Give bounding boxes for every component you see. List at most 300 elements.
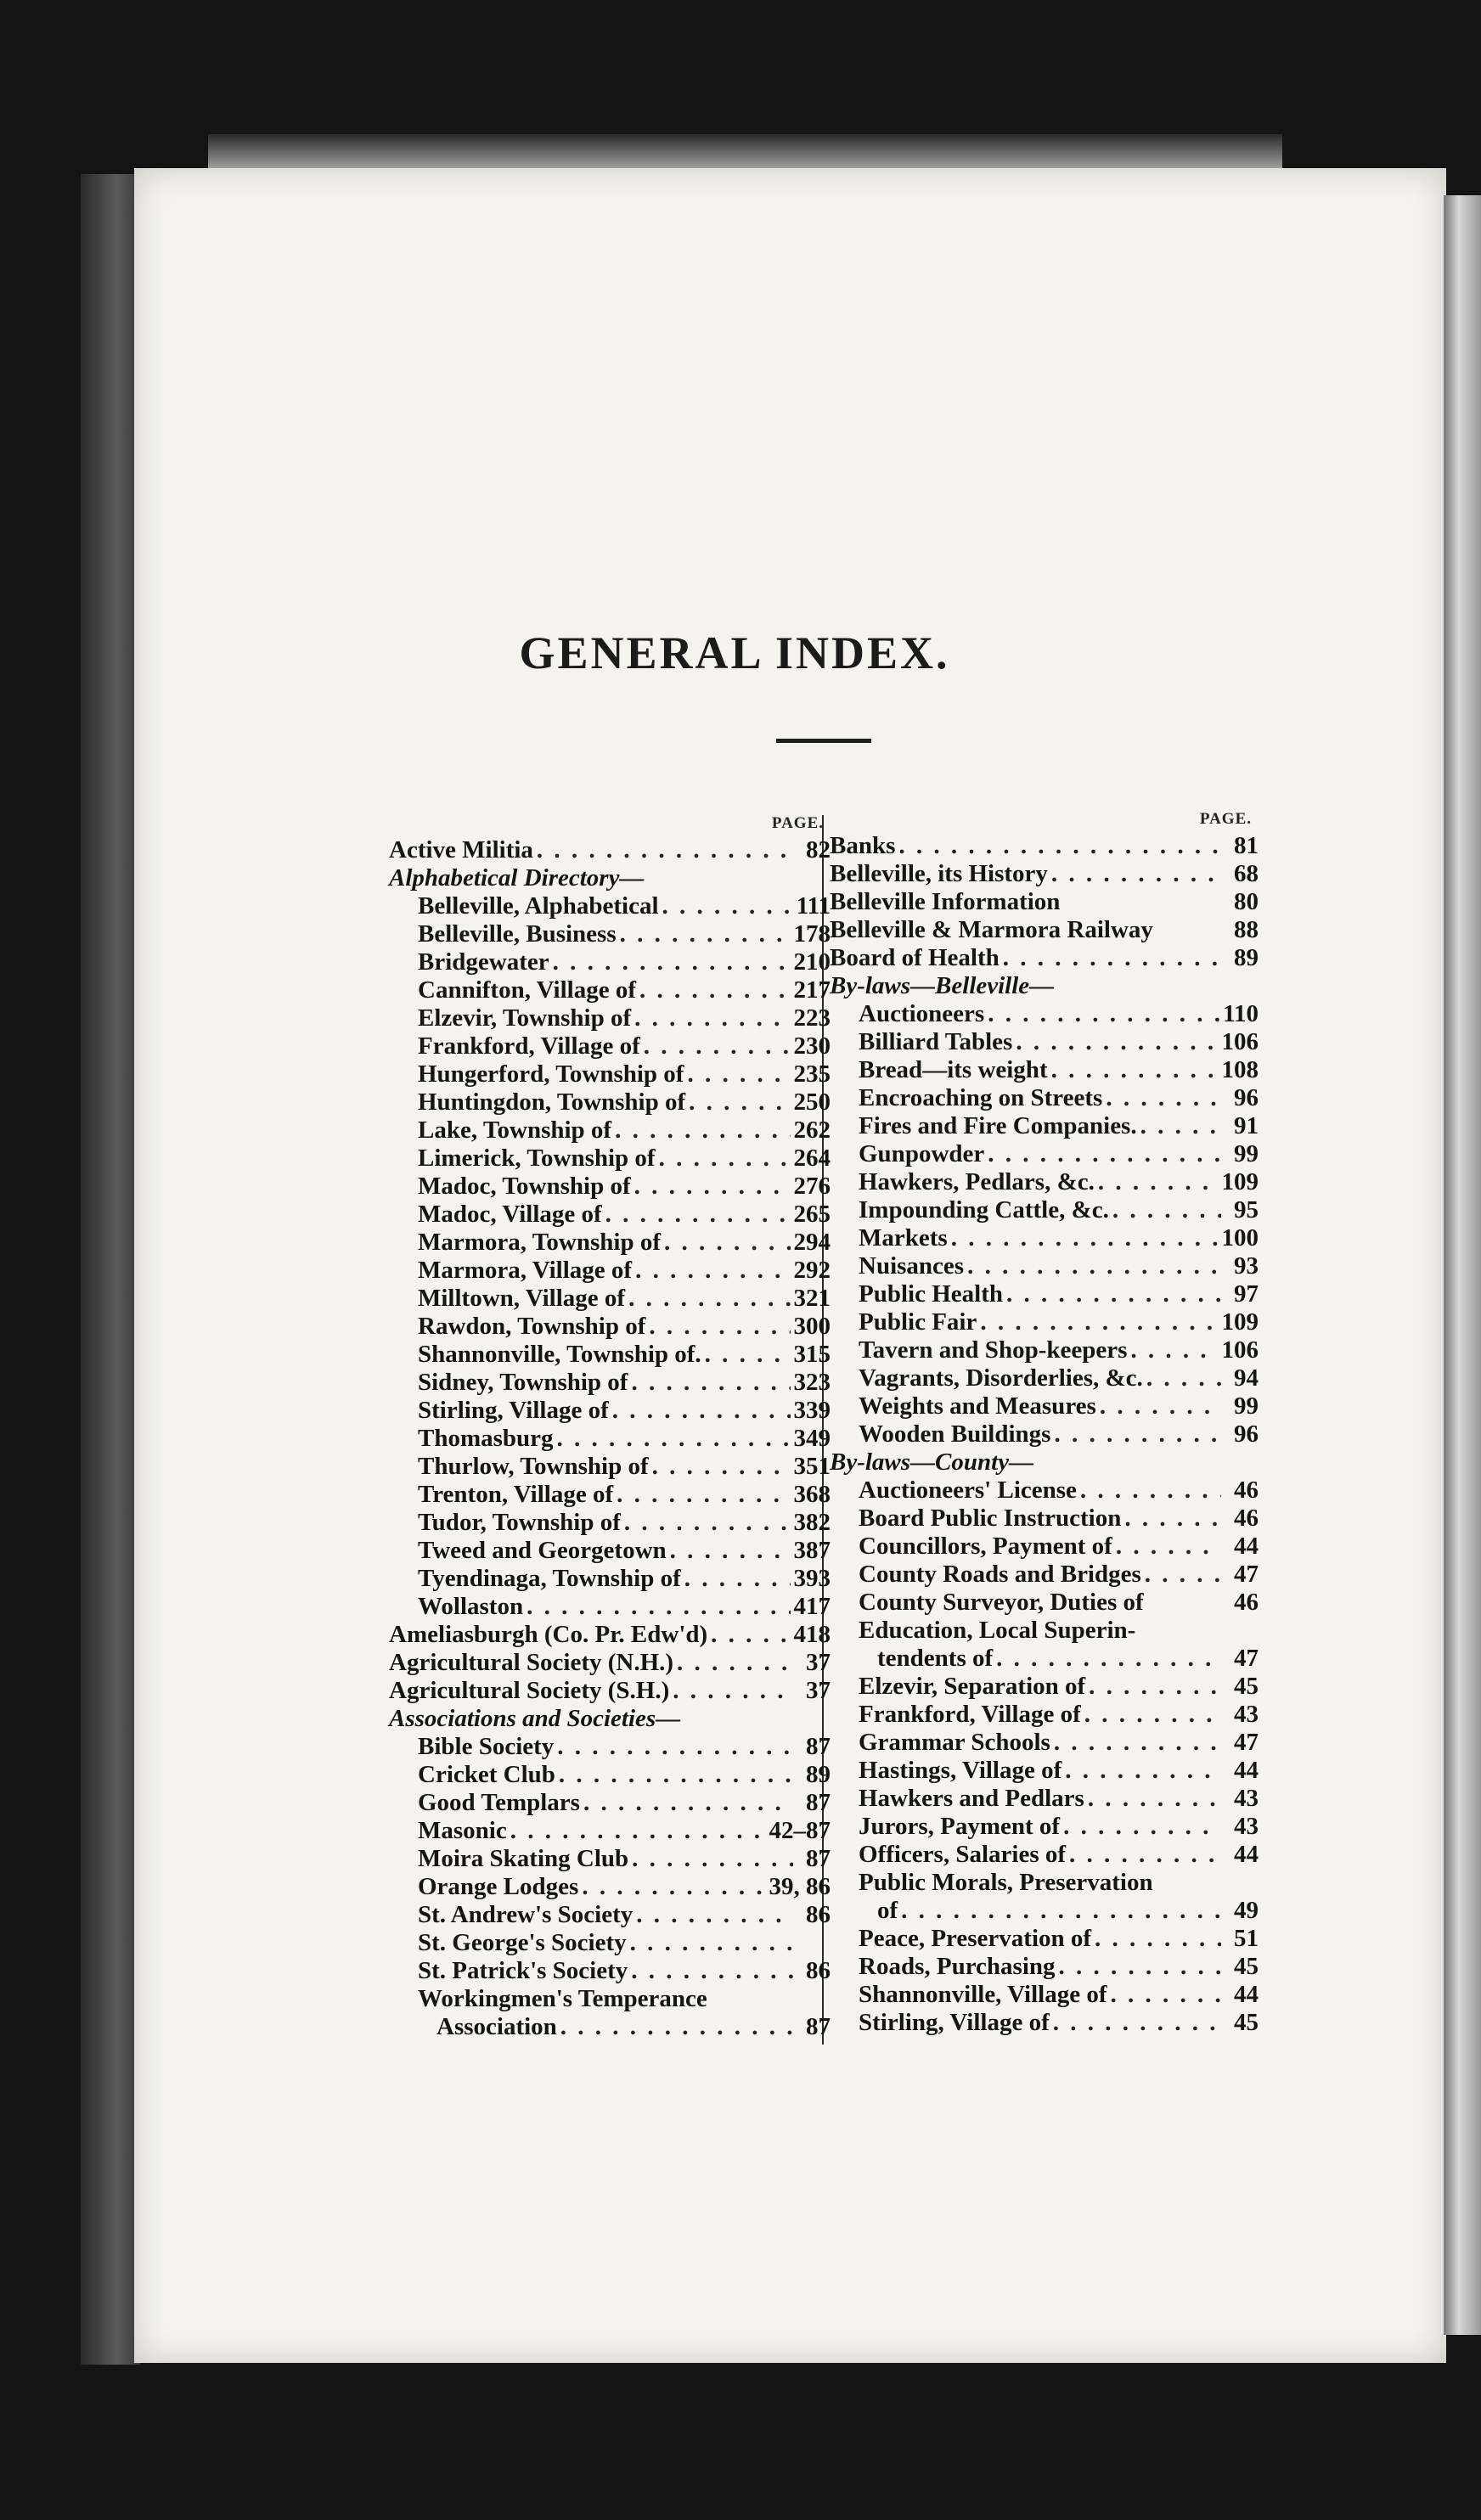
dot-leader xyxy=(605,1201,791,1229)
index-entry-page: 235 xyxy=(793,1060,831,1088)
index-entry xyxy=(389,1817,831,1845)
index-entry-label: Hungerford, Township of xyxy=(418,1060,684,1088)
index-entry xyxy=(830,1561,1259,1589)
dot-leader xyxy=(901,1897,1221,1925)
index-entry xyxy=(389,1957,831,1985)
index-entry-page: 51 xyxy=(1234,1925,1259,1952)
dot-leader xyxy=(583,1789,793,1817)
index-entry xyxy=(830,1308,1259,1336)
index-entry-label: St. Andrew's Society xyxy=(418,1901,634,1928)
dot-leader xyxy=(711,1621,790,1649)
dot-leader xyxy=(1100,1392,1221,1420)
index-entry-label: Workingmen's Temperance xyxy=(418,1985,707,2012)
index-entry-page: 45 xyxy=(1234,1953,1259,1980)
index-entry xyxy=(389,1677,831,1705)
dot-leader xyxy=(634,1004,790,1032)
index-entry xyxy=(830,1673,1259,1701)
index-entry-label: Sidney, Township of xyxy=(418,1369,628,1396)
index-entry xyxy=(830,1280,1259,1308)
index-entry-label: Wooden Buildings xyxy=(859,1420,1051,1448)
index-entry xyxy=(389,1761,831,1789)
index-entry-label: Tyendinaga, Township of xyxy=(418,1565,681,1592)
index-entry-page: 44 xyxy=(1234,1757,1259,1784)
index-entry-page: 109 xyxy=(1221,1168,1259,1195)
index-entry-label: County Surveyor, Duties of xyxy=(859,1589,1144,1616)
dot-leader xyxy=(1124,1505,1221,1533)
dot-leader xyxy=(1054,1420,1221,1448)
dot-leader xyxy=(673,1677,793,1705)
index-entry xyxy=(830,1645,1259,1673)
index-entry xyxy=(389,1453,831,1481)
dot-leader xyxy=(527,1593,790,1621)
index-column-right xyxy=(830,807,1259,2037)
index-entry-page: 43 xyxy=(1234,1701,1259,1728)
index-entry-label: Peace, Preservation of xyxy=(859,1925,1092,1952)
index-entry xyxy=(389,920,831,948)
index-entry-page: 88 xyxy=(1234,916,1259,943)
index-entry-page: 417 xyxy=(793,1593,831,1620)
index-entry-label: tendents of xyxy=(877,1645,994,1672)
index-entry-page: 294 xyxy=(793,1229,831,1256)
index-entry-page: 323 xyxy=(793,1369,831,1396)
index-entry xyxy=(830,944,1259,972)
index-entry-label: Wollaston xyxy=(418,1593,524,1620)
index-entry-label: Madoc, Village of xyxy=(418,1201,602,1228)
dot-leader xyxy=(1106,1084,1221,1112)
index-entry-page: 89 xyxy=(806,1761,831,1788)
dot-leader xyxy=(1016,1028,1218,1056)
index-entry-label: Active Militia xyxy=(389,836,533,863)
index-entry-label: Public Fair xyxy=(859,1308,977,1336)
index-entry xyxy=(389,1733,831,1761)
index-entry xyxy=(389,864,831,892)
page-column-header-right: PAGE. xyxy=(1199,810,1252,828)
dot-leader xyxy=(684,1565,791,1593)
index-entry xyxy=(830,860,1259,888)
index-entry-page: 349 xyxy=(793,1425,831,1452)
index-entry xyxy=(830,1000,1259,1028)
dot-leader xyxy=(1146,1364,1221,1392)
dot-leader xyxy=(553,948,791,976)
index-entry-page: 321 xyxy=(793,1285,831,1312)
index-entry-label: Jurors, Payment of xyxy=(859,1813,1061,1840)
index-entry xyxy=(389,1845,831,1873)
dot-leader xyxy=(632,1845,793,1873)
dot-leader xyxy=(1110,1981,1221,2009)
dot-leader xyxy=(557,1425,791,1453)
index-entry-page: 46 xyxy=(1234,1589,1259,1616)
index-entry-page: 44 xyxy=(1234,1841,1259,1868)
index-entry xyxy=(389,892,831,920)
dot-leader xyxy=(628,1285,790,1313)
film-edge-right xyxy=(1444,195,1481,2335)
index-entry-label: By-laws—County— xyxy=(830,1448,1034,1476)
index-entry-label: Bridgewater xyxy=(418,948,549,976)
index-entry xyxy=(830,1589,1259,1617)
index-entry-label: Weights and Measures xyxy=(859,1392,1096,1420)
dot-leader xyxy=(639,976,791,1004)
index-entry-page: 47 xyxy=(1234,1729,1259,1756)
index-entry-page: 95 xyxy=(1234,1196,1259,1223)
index-entry xyxy=(830,1617,1259,1645)
dot-leader xyxy=(988,1000,1219,1028)
index-entry-page: 265 xyxy=(793,1201,831,1228)
index-entry-page: 292 xyxy=(793,1257,831,1284)
index-entry xyxy=(830,1841,1259,1869)
index-entry-page: 96 xyxy=(1234,1420,1259,1448)
dot-leader xyxy=(988,1140,1221,1168)
dot-leader xyxy=(615,1117,790,1145)
index-entry-page: 80 xyxy=(1234,888,1259,915)
index-entry xyxy=(830,1224,1259,1252)
index-entry-label: Trenton, Village of xyxy=(418,1481,614,1508)
dot-leader xyxy=(612,1397,791,1425)
index-entry xyxy=(830,1785,1259,1813)
index-entry xyxy=(830,1533,1259,1561)
index-entry xyxy=(389,1229,831,1257)
dot-leader xyxy=(1051,860,1221,888)
dot-leader xyxy=(1145,1561,1221,1589)
index-entry-label: Public Health xyxy=(859,1280,1003,1308)
index-entry-page: 108 xyxy=(1221,1056,1259,1083)
index-entry-label: Alphabetical Directory— xyxy=(389,864,645,892)
page-title: GENERAL INDEX. xyxy=(519,627,950,678)
index-entry-label: Associations and Societies— xyxy=(389,1705,681,1732)
index-entry-page: 262 xyxy=(793,1117,831,1144)
index-entry-page: 47 xyxy=(1234,1561,1259,1588)
index-entry-label: Tudor, Township of xyxy=(418,1509,621,1536)
index-entry xyxy=(389,976,831,1004)
index-entry-label: Grammar Schools xyxy=(859,1729,1050,1756)
dot-leader xyxy=(1006,1280,1221,1308)
index-entry xyxy=(389,1369,831,1397)
dot-leader xyxy=(649,1313,790,1341)
index-entry-label: Lake, Township of xyxy=(418,1117,612,1144)
index-entry xyxy=(389,2013,831,2041)
index-entry-page: 223 xyxy=(793,1004,831,1032)
index-entry-label: Tweed and Georgetown xyxy=(418,1537,667,1564)
index-entry xyxy=(830,1364,1259,1392)
index-entry-page: 39, 86 xyxy=(769,1873,831,1900)
dot-leader xyxy=(677,1649,793,1677)
dot-leader xyxy=(1059,1953,1221,1981)
dot-leader xyxy=(1116,1533,1221,1561)
dot-leader xyxy=(635,1257,790,1285)
index-entry-page: 230 xyxy=(793,1032,831,1060)
index-entry xyxy=(389,1145,831,1173)
index-entry xyxy=(389,1873,831,1901)
index-entry-label: Cannifton, Village of xyxy=(418,976,636,1004)
index-entry-label: Milltown, Village of xyxy=(418,1285,626,1312)
index-entry xyxy=(389,1060,831,1088)
index-entry-label: Orange Lodges xyxy=(418,1873,579,1900)
index-entry-page: 351 xyxy=(793,1453,831,1480)
index-entry xyxy=(389,1201,831,1229)
index-entry-page: 89 xyxy=(1234,944,1259,971)
index-entry-label: Banks xyxy=(830,832,896,859)
index-entry-page: 250 xyxy=(793,1088,831,1116)
index-entry xyxy=(830,1140,1259,1168)
dot-leader xyxy=(1080,1477,1221,1505)
index-entry xyxy=(830,916,1259,944)
index-entry-label: Madoc, Township of xyxy=(418,1173,631,1200)
index-entry-page: 210 xyxy=(793,948,831,976)
index-entry xyxy=(389,1509,831,1537)
dot-leader xyxy=(631,1369,790,1397)
index-entry-label: Marmora, Township of xyxy=(418,1229,662,1256)
index-entry xyxy=(389,1929,831,1957)
dot-leader xyxy=(510,1817,766,1845)
index-entry-label: Board Public Instruction xyxy=(859,1505,1122,1532)
dot-leader xyxy=(537,836,793,864)
dot-leader xyxy=(1053,2009,1221,2037)
index-entry-page: 106 xyxy=(1221,1336,1259,1364)
index-entry-label: Vagrants, Disorderlies, &c. xyxy=(859,1364,1143,1392)
index-entry-label: Bread—its weight xyxy=(859,1056,1048,1083)
film-edge-left xyxy=(81,174,140,2365)
index-entry-label: County Roads and Bridges xyxy=(859,1561,1141,1588)
index-entry-label: Hawkers, Pedlars, &c. xyxy=(859,1168,1095,1195)
index-entry xyxy=(389,1425,831,1453)
index-entry-label: Encroaching on Streets xyxy=(859,1084,1103,1111)
index-entry-label: Hawkers and Pedlars xyxy=(859,1785,1084,1812)
index-entry xyxy=(830,1729,1259,1757)
index-entry-page: 97 xyxy=(1234,1280,1259,1308)
index-entry-label: Bible Society xyxy=(418,1733,555,1760)
dot-leader xyxy=(1095,1925,1221,1953)
index-entry xyxy=(389,1173,831,1201)
index-column-left xyxy=(389,811,831,2041)
index-entry-label: Frankford, Village of xyxy=(418,1032,640,1060)
index-list-right xyxy=(830,832,1259,2037)
index-entry-label: of xyxy=(877,1897,898,1924)
index-entry-page: 43 xyxy=(1234,1813,1259,1840)
dot-leader xyxy=(705,1341,791,1369)
index-entry-label: Hastings, Village of xyxy=(859,1757,1062,1784)
dot-leader xyxy=(689,1088,790,1117)
index-entry xyxy=(830,1168,1259,1196)
index-entry-page: 111 xyxy=(796,892,831,920)
index-entry xyxy=(830,1869,1259,1897)
dot-leader xyxy=(1065,1757,1221,1785)
index-entry xyxy=(389,1565,831,1593)
index-entry xyxy=(830,1392,1259,1420)
index-entry-label: Impounding Cattle, &c. xyxy=(859,1196,1109,1223)
index-entry xyxy=(389,1537,831,1565)
index-entry xyxy=(830,1420,1259,1448)
index-entry-page: 68 xyxy=(1234,860,1259,887)
index-entry-label: Auctioneers xyxy=(859,1000,985,1027)
index-entry-page: 87 xyxy=(806,2013,831,2040)
index-entry-label: Gunpowder xyxy=(859,1140,985,1167)
dot-leader xyxy=(1063,1813,1221,1841)
index-entry-label: Good Templars xyxy=(418,1789,580,1816)
index-entry-page: 44 xyxy=(1234,1981,1259,2008)
index-entry-page: 418 xyxy=(793,1621,831,1648)
index-entry-label: Huntingdon, Township of xyxy=(418,1088,686,1116)
dot-leader xyxy=(1140,1112,1221,1140)
index-entry-label: St. George's Society xyxy=(418,1929,627,1956)
index-entry-label: Markets xyxy=(859,1224,948,1252)
index-entry-label: Elzevir, Separation of xyxy=(859,1673,1086,1700)
index-entry-label: Officers, Salaries of xyxy=(859,1841,1067,1868)
index-entry-page: 45 xyxy=(1234,2009,1259,2036)
index-entry xyxy=(389,1257,831,1285)
dot-leader xyxy=(967,1252,1221,1280)
dot-leader xyxy=(1054,1729,1221,1757)
dot-leader xyxy=(644,1032,791,1060)
index-entry-page: 99 xyxy=(1234,1140,1259,1167)
index-entry xyxy=(830,1897,1259,1925)
index-entry xyxy=(389,1004,831,1032)
index-entry-page: 99 xyxy=(1234,1392,1259,1420)
dot-leader xyxy=(1069,1841,1221,1869)
dot-leader xyxy=(1089,1673,1221,1701)
index-entry-label: Tavern and Shop-keepers xyxy=(859,1336,1128,1364)
index-entry-page: 87 xyxy=(806,1733,831,1760)
index-entry-label: Limerick, Township of xyxy=(418,1145,656,1172)
index-entry-label: Board of Health xyxy=(830,944,1000,971)
index-entry-page: 264 xyxy=(793,1145,831,1172)
index-entry-label: Fires and Fire Companies. xyxy=(859,1112,1137,1139)
dot-leader xyxy=(636,1901,793,1929)
index-entry-label: Belleville, Business xyxy=(418,920,617,948)
index-entry xyxy=(389,1621,831,1649)
index-entry-page: 94 xyxy=(1234,1364,1259,1392)
index-entry-label: Agricultural Society (N.H.) xyxy=(389,1649,674,1676)
index-entry-page: 87 xyxy=(806,1845,831,1872)
dot-leader xyxy=(687,1060,790,1088)
index-entry-page: 110 xyxy=(1223,1000,1259,1027)
index-entry-label: Education, Local Superin- xyxy=(859,1617,1136,1644)
index-entry xyxy=(389,1285,831,1313)
index-entry-page: 81 xyxy=(1234,832,1259,859)
dot-leader xyxy=(659,1145,791,1173)
index-entry xyxy=(830,1112,1259,1140)
index-entry-page: 100 xyxy=(1221,1224,1259,1252)
index-entry-label: Belleville Information xyxy=(830,888,1061,915)
index-entry-label: Stirling, Village of xyxy=(418,1397,609,1424)
dot-leader xyxy=(582,1873,765,1901)
index-list-left xyxy=(389,836,831,2041)
index-entry-label: Belleville, its History xyxy=(830,860,1048,887)
index-entry-label: St. Patrick's Society xyxy=(418,1957,628,1984)
index-entry xyxy=(389,1649,831,1677)
page-column-header-left: PAGE. xyxy=(771,814,824,832)
index-entry xyxy=(389,1397,831,1425)
index-entry xyxy=(830,1701,1259,1729)
dot-leader xyxy=(560,2013,793,2041)
index-entry-label: Agricultural Society (S.H.) xyxy=(389,1677,670,1704)
index-entry xyxy=(830,2009,1259,2037)
index-entry xyxy=(389,1341,831,1369)
index-entry-page: 109 xyxy=(1221,1308,1259,1336)
index-entry xyxy=(830,1813,1259,1841)
index-entry xyxy=(830,1981,1259,2009)
dot-leader xyxy=(1112,1196,1221,1224)
dot-leader xyxy=(951,1224,1219,1252)
index-entry-page: 339 xyxy=(793,1397,831,1424)
index-entry-page: 276 xyxy=(793,1173,831,1200)
index-entry xyxy=(830,1477,1259,1505)
index-entry-label: Frankford, Village of xyxy=(859,1701,1081,1728)
index-entry-label: Thomasburg xyxy=(418,1425,554,1452)
dot-leader xyxy=(1084,1701,1221,1729)
index-entry-page: 37 xyxy=(806,1677,831,1704)
index-entry-label: By-laws—Belleville— xyxy=(830,972,1055,999)
index-entry-label: Councillors, Payment of xyxy=(859,1533,1112,1560)
index-entry xyxy=(830,1196,1259,1224)
dot-leader xyxy=(1003,944,1221,972)
index-entry xyxy=(830,1757,1259,1785)
index-entry xyxy=(389,1088,831,1117)
index-entry-page: 44 xyxy=(1234,1533,1259,1560)
dot-leader xyxy=(1088,1785,1221,1813)
dot-leader xyxy=(631,1957,793,1985)
dot-leader xyxy=(630,1929,793,1957)
index-entry-label: Nuisances xyxy=(859,1252,965,1280)
dot-leader xyxy=(898,832,1221,860)
index-entry-page: 46 xyxy=(1234,1505,1259,1532)
index-entry-page: 315 xyxy=(793,1341,831,1368)
dot-leader xyxy=(662,892,793,920)
index-entry-page: 300 xyxy=(793,1313,831,1340)
index-entry-page: 106 xyxy=(1221,1028,1259,1055)
dot-leader xyxy=(980,1308,1218,1336)
dot-leader xyxy=(664,1229,790,1257)
index-entry xyxy=(389,1032,831,1060)
index-entry-page: 37 xyxy=(806,1649,831,1676)
index-entry-label: Cricket Club xyxy=(418,1761,555,1788)
index-entry-page: 45 xyxy=(1234,1673,1259,1700)
index-entry-label: Moira Skating Club xyxy=(418,1845,629,1872)
index-entry-label: Stirling, Village of xyxy=(859,2009,1050,2036)
index-entry xyxy=(830,1336,1259,1364)
index-entry xyxy=(830,972,1259,1000)
index-entry-label: Thurlow, Township of xyxy=(418,1453,649,1480)
index-entry xyxy=(389,1789,831,1817)
dot-leader xyxy=(617,1481,790,1509)
index-entry xyxy=(830,888,1259,916)
index-entry-label: Association xyxy=(436,2013,557,2040)
index-entry-page: 91 xyxy=(1234,1112,1259,1139)
index-entry xyxy=(830,1028,1259,1056)
index-entry-label: Ameliasburgh (Co. Pr. Edw'd) xyxy=(389,1621,708,1648)
index-entry-page: 178 xyxy=(793,920,831,948)
index-entry xyxy=(389,1313,831,1341)
index-entry xyxy=(389,948,831,976)
index-entry-page: 93 xyxy=(1234,1252,1259,1280)
index-entry-page: 87 xyxy=(806,1789,831,1816)
index-entry-label: Roads, Purchasing xyxy=(859,1953,1056,1980)
index-entry-page: 368 xyxy=(793,1481,831,1508)
index-entry-page: 43 xyxy=(1234,1785,1259,1812)
index-entry xyxy=(389,1985,831,2013)
index-entry-page: 49 xyxy=(1234,1897,1259,1924)
index-entry-label: Shannonville, Village of xyxy=(859,1981,1107,2008)
index-entry xyxy=(830,832,1259,860)
dot-leader xyxy=(670,1537,791,1565)
index-entry-page: 393 xyxy=(793,1565,831,1592)
dot-leader xyxy=(1051,1056,1219,1084)
index-entry xyxy=(389,1481,831,1509)
index-entry-label: Marmora, Village of xyxy=(418,1257,633,1284)
index-entry-label: Masonic xyxy=(418,1817,507,1844)
dot-leader xyxy=(559,1761,793,1789)
index-entry-label: Rawdon, Township of xyxy=(418,1313,646,1340)
index-entry-label: Belleville, Alphabetical xyxy=(418,892,659,920)
index-entry-page: 82 xyxy=(806,836,831,863)
